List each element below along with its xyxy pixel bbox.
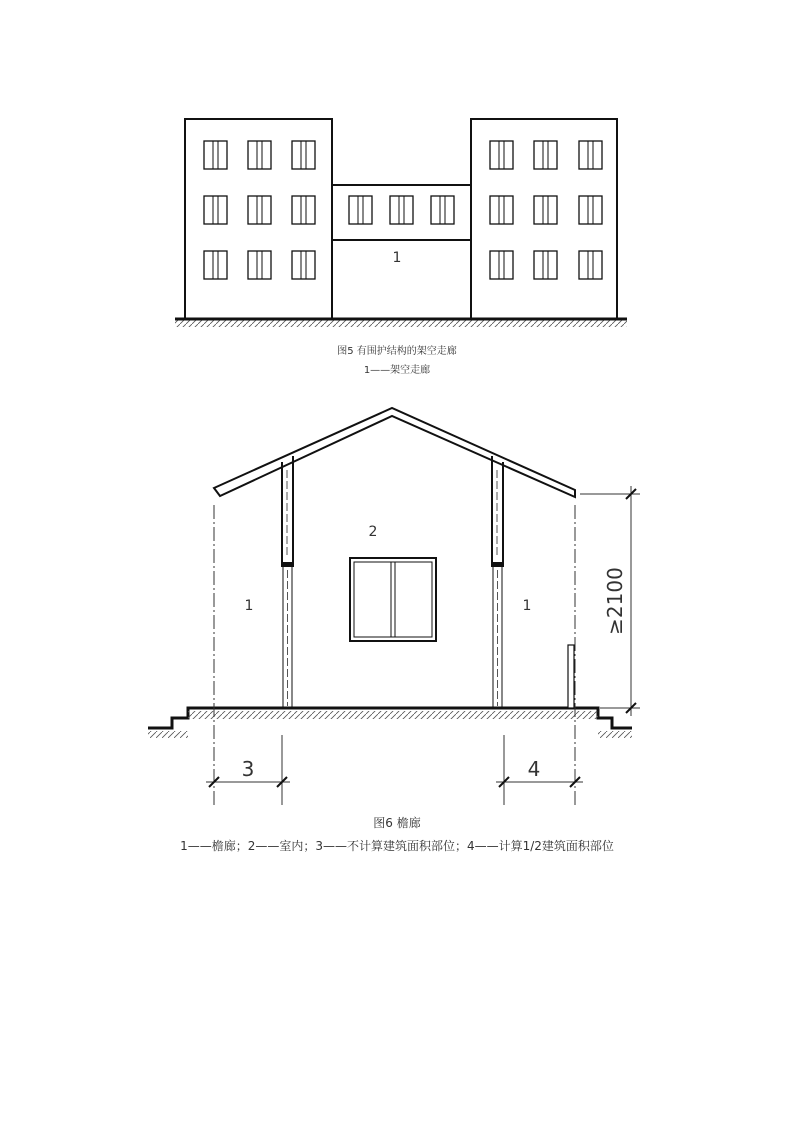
fig5-window	[292, 251, 315, 279]
fig6-label-indoor: 2	[368, 524, 378, 540]
figure-5-caption: 图5 有围护结构的架空走廊	[337, 346, 457, 357]
fig5-window	[534, 196, 557, 224]
fig5-window	[204, 196, 227, 224]
figure-5-legend: 1——架空走廊	[363, 365, 431, 376]
fig5-window	[349, 196, 372, 224]
fig5-window	[490, 251, 513, 279]
figure-6-eave-gallery	[148, 408, 640, 805]
fig5-corridor	[332, 185, 471, 240]
fig5-right-building	[471, 119, 617, 319]
fig5-window	[204, 251, 227, 279]
fig6-height-dimension-label: ≥2100	[603, 567, 627, 635]
fig5-windows	[204, 141, 602, 279]
figure-5-elevated-corridor	[175, 119, 627, 327]
fig5-window	[534, 251, 557, 279]
fig5-left-building	[185, 119, 332, 319]
fig5-window	[431, 196, 454, 224]
fig6-roof	[214, 408, 575, 497]
fig5-window	[579, 251, 602, 279]
fig6-ground-hatch-right	[598, 731, 632, 738]
fig5-window	[490, 196, 513, 224]
fig6-window	[350, 558, 436, 641]
fig6-left-wall	[281, 456, 294, 708]
fig5-label-elevated-corridor: 1	[392, 250, 402, 266]
fig6-ground-hatch-left	[148, 731, 188, 738]
fig5-window	[490, 141, 513, 169]
fig6-right-post	[568, 645, 574, 708]
figure-6-caption: 图6 檐廊	[373, 816, 421, 830]
fig5-window	[248, 196, 271, 224]
fig6-label-eave-gallery-right: 1	[522, 598, 532, 614]
fig5-window	[534, 141, 557, 169]
fig5-ground-hatch	[175, 320, 627, 327]
fig5-window	[204, 141, 227, 169]
fig5-window	[248, 251, 271, 279]
fig6-label-not-calculated: 3	[241, 757, 255, 781]
fig6-ground-hatch-main	[188, 711, 598, 719]
fig5-window	[579, 141, 602, 169]
fig6-right-wall	[491, 456, 504, 708]
fig5-window	[248, 141, 271, 169]
figure-6-legend: 1——檐廊；2——室内；3——不计算建筑面积部位；4——计算1/2建筑面积部位	[180, 839, 614, 853]
fig5-window	[579, 196, 602, 224]
fig5-window	[390, 196, 413, 224]
fig5-window	[292, 196, 315, 224]
fig6-label-eave-gallery-left: 1	[244, 598, 254, 614]
fig6-label-half-area: 4	[527, 757, 541, 781]
fig5-window	[292, 141, 315, 169]
